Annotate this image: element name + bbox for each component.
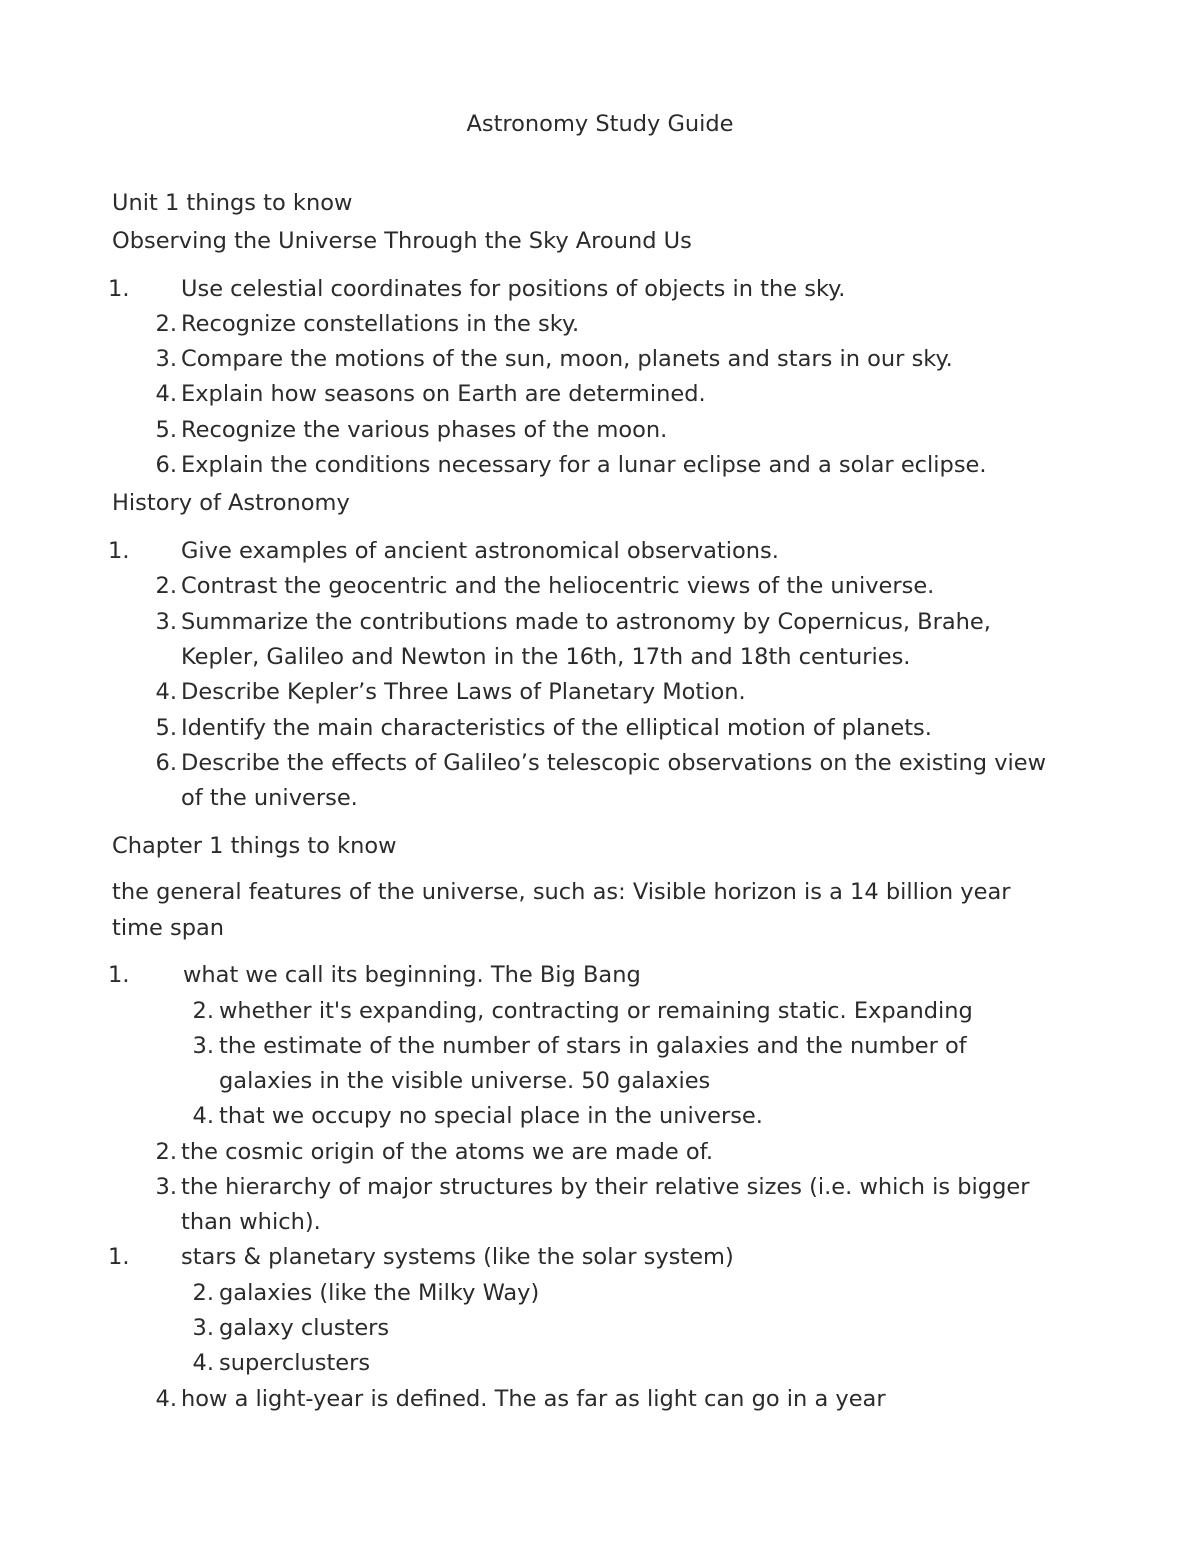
list-number: 3. <box>192 1033 214 1059</box>
list-number: 2. <box>155 573 177 599</box>
list-number: 4. <box>155 381 177 407</box>
list-number: 4. <box>192 1103 214 1129</box>
list-item: the hierarchy of major structures by their relative sizes (i.e. which is bigger <box>181 1174 1030 1200</box>
list-item: that we occupy no special place in the universe. <box>219 1103 763 1129</box>
chapter1-intro: the general features of the universe, such as: Visible horizon is a 14 billion year <box>112 879 1011 905</box>
list-number: 5. <box>155 417 177 443</box>
list-item: Explain the conditions necessary for a lunar eclipse and a solar eclipse. <box>181 452 987 478</box>
list-number: 6. <box>155 452 177 478</box>
unit1-heading: Unit 1 things to know <box>112 190 353 216</box>
list-item: Contrast the geocentric and the heliocentric views of the universe. <box>181 573 935 599</box>
list-item: Describe Kepler’s Three Laws of Planetary Motion. <box>181 679 746 705</box>
list-number: 3. <box>192 1315 214 1341</box>
list-item: Recognize the various phases of the moon. <box>181 417 668 443</box>
section-heading-observing: Observing the Universe Through the Sky Around Us <box>112 228 692 254</box>
list-number: 3. <box>155 346 177 372</box>
list-number: 2. <box>192 998 214 1024</box>
list-item: Give examples of ancient astronomical observations. <box>181 538 779 564</box>
list-item: Identify the main characteristics of the elliptical motion of planets. <box>181 715 932 741</box>
list-number: 2. <box>192 1280 214 1306</box>
list-item: what we call its beginning. The Big Bang <box>183 962 641 988</box>
list-item: whether it's expanding, contracting or remaining static. Expanding <box>219 998 973 1024</box>
list-item-continuation: galaxies in the visible universe. 50 galaxies <box>219 1068 711 1094</box>
list-item-continuation: of the universe. <box>181 785 358 811</box>
list-number: 5. <box>155 715 177 741</box>
list-number: 4. <box>192 1350 214 1376</box>
list-item: stars & planetary systems (like the solar system) <box>181 1244 734 1270</box>
list-item: the cosmic origin of the atoms we are made of. <box>181 1139 714 1165</box>
list-item: Summarize the contributions made to astronomy by Copernicus, Brahe, <box>181 609 991 635</box>
list-number: 1. <box>108 276 130 302</box>
list-item: Use celestial coordinates for positions of objects in the sky. <box>181 276 846 302</box>
list-item: Recognize constellations in the sky. <box>181 311 580 337</box>
list-number: 2. <box>155 1139 177 1165</box>
list-number: 4. <box>155 679 177 705</box>
list-item: Describe the effects of Galileo’s telescopic observations on the existing view <box>181 750 1047 776</box>
list-item-continuation: Kepler, Galileo and Newton in the 16th, 17th and 18th centuries. <box>181 644 911 670</box>
list-number: 4. <box>155 1386 177 1412</box>
chapter1-heading: Chapter 1 things to know <box>112 833 397 859</box>
section-heading-history: History of Astronomy <box>112 490 350 516</box>
list-item: Compare the motions of the sun, moon, planets and stars in our sky. <box>181 346 953 372</box>
list-number: 6. <box>155 750 177 776</box>
list-item-continuation: than which). <box>181 1209 321 1235</box>
list-number: 2. <box>155 311 177 337</box>
list-item: Explain how seasons on Earth are determined. <box>181 381 706 407</box>
list-number: 3. <box>155 1174 177 1200</box>
list-item: how a light-year is defined. The as far as light can go in a year <box>181 1386 886 1412</box>
list-item: the estimate of the number of stars in galaxies and the number of <box>219 1033 967 1059</box>
list-number: 1. <box>108 1244 130 1270</box>
chapter1-intro-continuation: time span <box>112 915 225 941</box>
list-number: 1. <box>108 538 130 564</box>
list-item: galaxy clusters <box>219 1315 390 1341</box>
list-number: 1. <box>108 962 130 988</box>
list-item: galaxies (like the Milky Way) <box>219 1280 540 1306</box>
list-number: 3. <box>155 609 177 635</box>
list-item: superclusters <box>219 1350 371 1376</box>
document-title: Astronomy Study Guide <box>466 111 734 137</box>
